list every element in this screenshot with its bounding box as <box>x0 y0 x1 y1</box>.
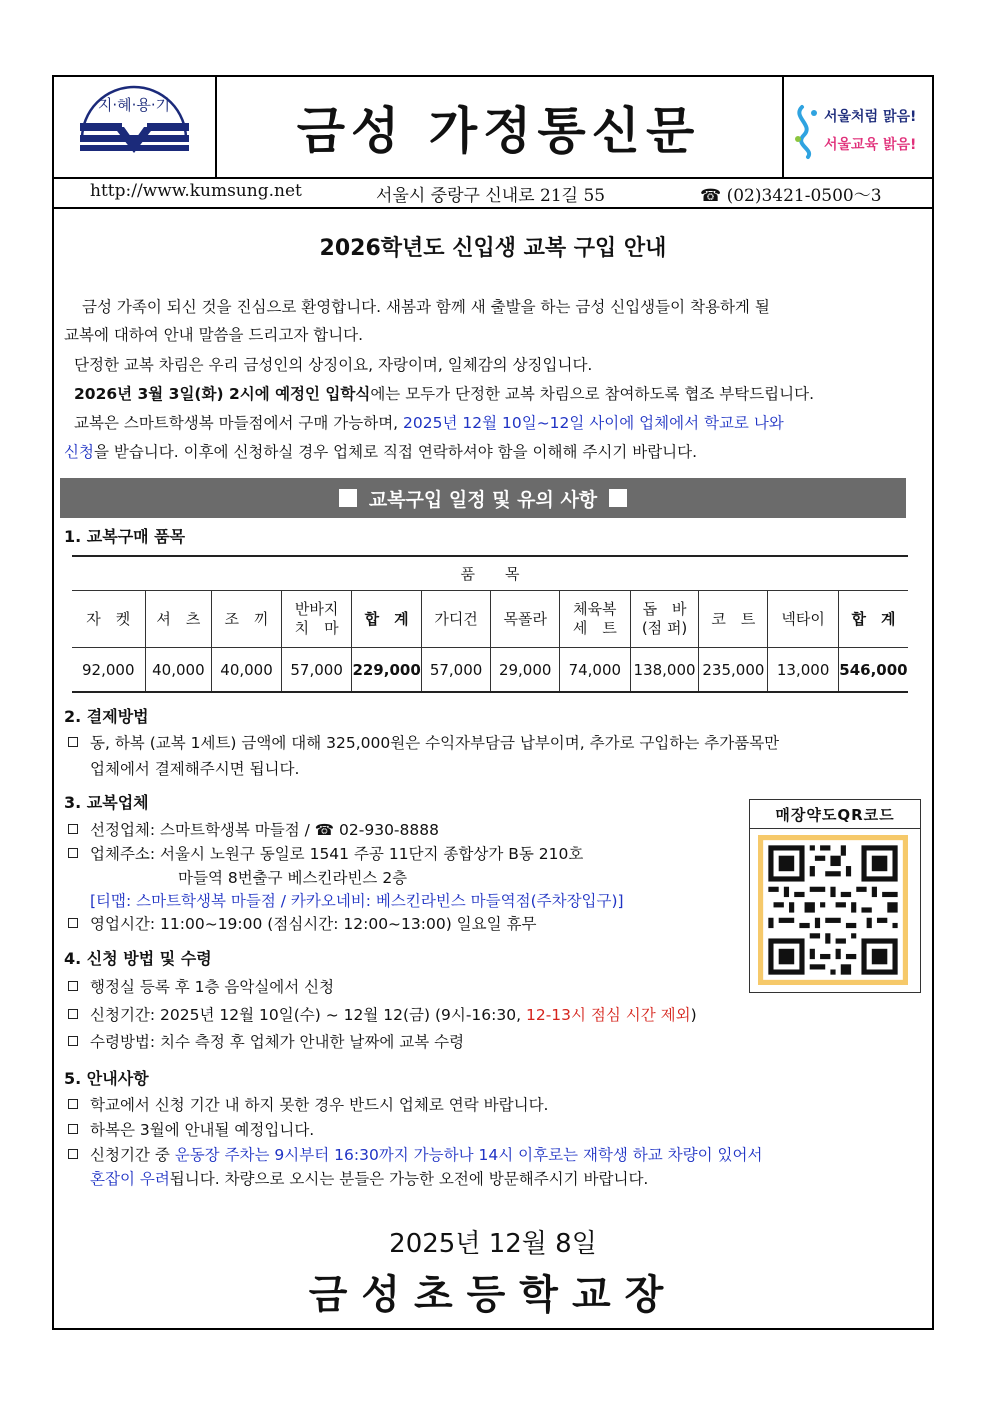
guide-1: 학교에서 신청 기간 내 하지 못한 경우 반드시 업체로 연락 바랍니다. <box>68 1093 548 1115</box>
intro-line-1: 금성 가족이 되신 것을 진심으로 환영합니다. 새봄과 함께 새 출발을 하는 금성 신입생들이 착용하게 될 <box>82 298 770 316</box>
price-coat: 235,000 <box>699 648 768 693</box>
school-logo <box>54 77 217 177</box>
bullet-icon <box>68 737 78 747</box>
header <box>54 77 932 179</box>
qr-code-icon[interactable] <box>756 835 910 985</box>
bullet-icon <box>68 1099 78 1109</box>
section-banner <box>60 478 906 518</box>
contact-bar <box>54 177 932 209</box>
parking-notice: 운동장 주차는 9시부터 16:30까지 가능하나 14시 이후로는 재학생 하교 차량이 있어서 <box>174 1146 763 1164</box>
newsletter-frame <box>52 75 934 1330</box>
square-icon <box>339 489 357 507</box>
price-jacket: 92,000 <box>72 648 145 693</box>
intro-line-5-text: 교복은 스마트학생복 마들점에서 구매 가능하며, <box>74 414 404 432</box>
intro-line-6-rest: 을 받습니다. 이후에 신청하실 경우 업체로 직접 연락하셔야 함을 이해해 주시기 바랍니다. <box>93 443 698 461</box>
issue-date: 2025년 12월 8일 <box>389 1229 597 1259</box>
bullet-icon <box>68 981 78 991</box>
bullet-icon <box>68 1036 78 1046</box>
section-4-heading: 4. 신청 방법 및 수령 <box>64 949 212 968</box>
guide-3-cont: 혼잡이 우려됩니다. 차량으로 오시는 분들은 가능한 오전에 방문해주시기 바랍니다. <box>90 1170 649 1188</box>
col-cardigan: 가디건 <box>421 591 491 648</box>
table-price-row <box>72 648 908 693</box>
section-2-heading: 2. 결제방법 <box>64 707 149 726</box>
table-header-row <box>72 591 908 648</box>
col-shorts-skirt: 반바지 치 마 <box>281 591 352 648</box>
price-jumper: 138,000 <box>630 648 699 693</box>
store-map-qr[interactable] <box>749 799 921 993</box>
price-necktie: 13,000 <box>768 648 839 693</box>
intro-line-6 <box>64 438 697 466</box>
price-shorts-skirt: 57,000 <box>281 648 352 693</box>
bullet-icon <box>68 1124 78 1134</box>
price-vest: 40,000 <box>212 648 282 693</box>
col-shirt: 셔 츠 <box>145 591 212 648</box>
price-total: 546,000 <box>838 648 908 693</box>
school-url[interactable]: http://www.kumsung.net <box>90 181 302 201</box>
principal-signature: 금성초등학교장 <box>308 1271 678 1318</box>
slogan-line-2: 서울교육 밝음! <box>824 137 917 153</box>
qr-label: 매장약도QR코드 <box>750 800 920 829</box>
apply-period: 신청기간: 2025년 12월 10일(수) ~ 12월 12(금) (9시-16:30, 12-13시 점심 시간 제외) <box>68 1003 697 1025</box>
price-gym-set: 74,000 <box>560 648 631 693</box>
intro-line-3: 단정한 교복 차림은 우리 금성인의 상징이요, 자랑이며, 일체감의 상징입니다. <box>74 356 593 374</box>
notice-title: 2026학년도 신입생 교복 구입 안내 <box>319 236 667 261</box>
payment-line-1: 동, 하복 (교복 1세트) 금액에 대해 325,000원은 수익자부담금 납부이며, 추가로 구입하는 추가품목만 <box>68 731 779 753</box>
col-vest: 조 끼 <box>212 591 282 648</box>
col-jacket: 자 켓 <box>72 591 145 648</box>
bullet-icon <box>68 824 78 834</box>
apply-highlight: 신청 <box>64 443 94 461</box>
vendor-address-1: 업체주소: 서울시 노원구 동일로 1541 주공 11단지 종합상가 B동 210호 <box>68 842 583 864</box>
section-3-heading: 3. 교복업체 <box>64 793 149 812</box>
receive-method: 수령방법: 치수 측정 후 업체가 안내한 날짜에 교복 수령 <box>68 1030 464 1052</box>
col-coat: 코 트 <box>699 591 768 648</box>
guide-3: 신청기간 중 운동장 주차는 9시부터 16:30까지 가능하나 14시 이후로는 재학생 하교 차량이 있어서 <box>68 1143 762 1165</box>
section-1-heading: 1. 교복구매 품목 <box>64 527 186 546</box>
apply-location: 행정실 등록 후 1층 음악실에서 신청 <box>68 975 334 997</box>
intro-line-4 <box>74 380 814 408</box>
col-turtleneck: 목폴라 <box>491 591 560 648</box>
table-group-header: 품 목 <box>72 556 908 591</box>
section-5-heading: 5. 안내사항 <box>64 1069 149 1088</box>
entrance-ceremony-date: 2026년 3월 3일(화) 2시에 예정인 입학식 <box>74 385 371 403</box>
price-shirt: 40,000 <box>145 648 212 693</box>
intro-line-2: 교복에 대하여 안내 말씀을 드리고자 합니다. <box>64 326 364 344</box>
col-subtotal: 합 계 <box>352 591 421 648</box>
slogan-logo <box>782 77 934 177</box>
payment-line-2: 업체에서 결제해주시면 됩니다. <box>90 760 300 778</box>
col-necktie: 넥타이 <box>768 591 839 648</box>
guide-2: 하복은 3월에 안내될 예정입니다. <box>68 1118 314 1140</box>
vendor-hours: 영업시간: 11:00~19:00 (점심시간: 12:00~13:00) 일요일 휴무 <box>68 912 536 934</box>
apply-period-highlight: 2025년 12월 10일~12일 사이에 업체에서 학교로 나와 <box>403 414 784 432</box>
school-address: 서울시 중랑구 신내로 21길 55 <box>376 186 606 206</box>
lunch-exclusion: 12-13시 점심 시간 제외 <box>525 1006 691 1024</box>
price-turtleneck: 29,000 <box>491 648 560 693</box>
banner-text: 교복구입 일정 및 유의 사항 <box>368 488 598 511</box>
slogan-line-1: 서울처럼 맑음! <box>824 109 917 125</box>
congestion-notice: 혼잡이 우려 <box>90 1170 170 1188</box>
bullet-icon <box>68 918 78 928</box>
vendor-name: 선정업체: 스마트학생복 마들점 / ☎ 02-930-8888 <box>68 818 439 840</box>
col-total: 합 계 <box>838 591 908 648</box>
price-cardigan: 57,000 <box>421 648 491 693</box>
col-gym-set: 체육복 세 트 <box>560 591 631 648</box>
intro-line-4-rest: 에는 모두가 단정한 교복 차림으로 참여하도록 협조 부탁드립니다. <box>370 385 815 403</box>
newsletter-title: 금성 가정통신문 <box>296 101 701 160</box>
intro-line-5 <box>74 409 784 437</box>
col-jumper: 돕 바 (점 퍼) <box>630 591 699 648</box>
bullet-icon <box>68 848 78 858</box>
uniform-price-table <box>72 555 908 693</box>
bullet-icon <box>68 1149 78 1159</box>
school-phone: ☎ (02)3421-0500～3 <box>700 186 882 206</box>
price-subtotal: 229,000 <box>352 648 421 693</box>
vendor-map-tip: [티맵: 스마트학생복 마들점 / 카카오네비: 베스킨라빈스 마들역점(주차장입구)] <box>90 892 624 910</box>
bullet-icon <box>68 1009 78 1019</box>
logo-text: 지·혜·용·기 <box>97 96 171 114</box>
vendor-address-2: 마들역 8번출구 베스킨라빈스 2층 <box>178 869 408 887</box>
square-icon <box>609 489 627 507</box>
